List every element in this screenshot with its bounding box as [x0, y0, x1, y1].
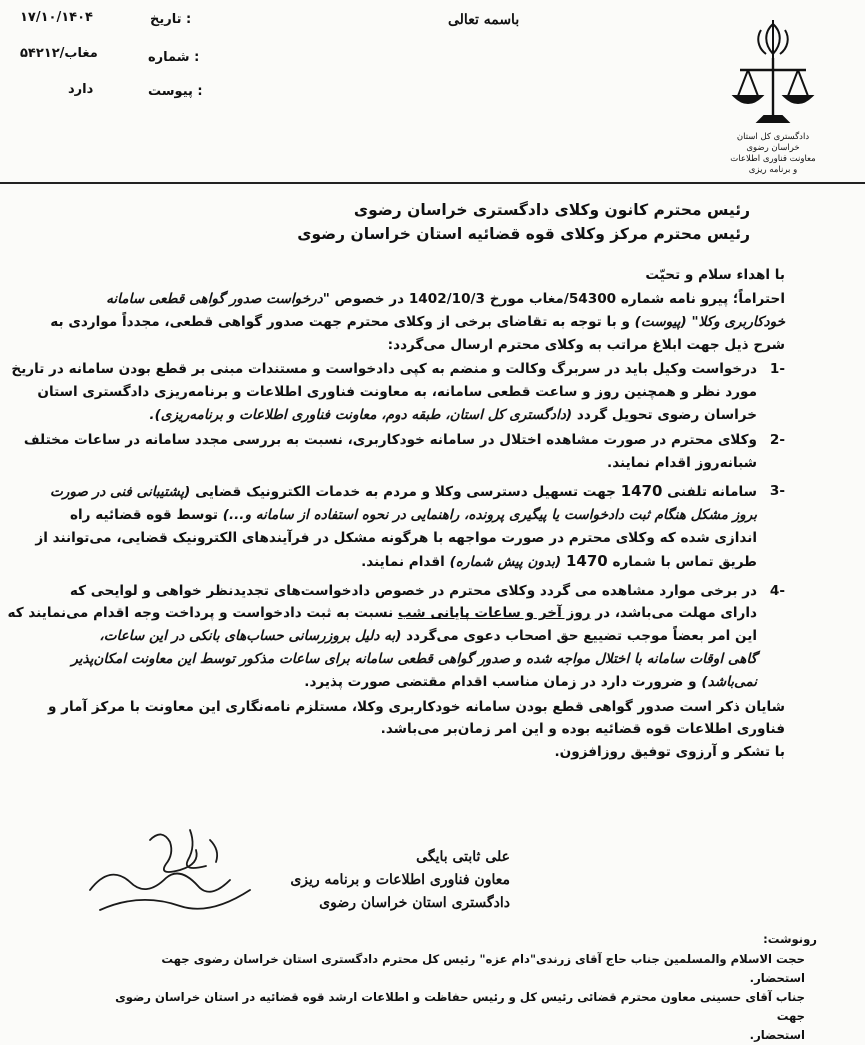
item-text: دارای مهلت می‌باشد، در: [590, 605, 757, 622]
item-text: اندازی شده که وکلای محترم در صورت مواجهه با هرگونه مشکل در فرآیندهای الکترونیک قضایی، می‌توانند از: [35, 529, 757, 546]
number-label: شماره :: [148, 50, 200, 65]
date-value: ۱۷/۱۰/۱۴۰۴: [20, 10, 93, 25]
header-divider: [0, 182, 865, 184]
intro-attachment-note: (پیوست): [634, 313, 692, 330]
intro-line-2: [5, 311, 785, 334]
signer-name: علی ثابتی بایگی: [416, 849, 510, 865]
intro-text-2: و با توجه به تقاضای برخی از وکلای محترم جهت صدور گواهی قطعی، مجدداً مواردی به: [50, 313, 635, 330]
item-number: -2: [769, 431, 785, 448]
judiciary-emblem: [728, 18, 818, 175]
org-name: [728, 132, 818, 176]
item-text: اقدام نمایند.: [361, 553, 450, 570]
item-number: -3: [769, 483, 785, 500]
recipient-1: رئیس محترم کانون وکلای دادگستری خراسان رضوی: [353, 201, 750, 219]
item-text: شبانه‌روز اقدام نمایند.: [607, 454, 757, 471]
org-line-1: دادگستری کل استان خراسان رضوی: [736, 132, 810, 153]
item-text: درخواست وکیل باید در سربرگ وکالت و منضم به کپی دادخواست و مستندات مبنی بر قطع بودن سامانه در تاریخ: [11, 361, 757, 378]
item-note: (بدون پیش شماره): [449, 553, 566, 570]
item-text: سامانه تلفنی: [662, 484, 757, 501]
closing-line: با تشکر و آرزوی توفیق روزافزون.: [554, 744, 785, 761]
intro-subject: "درخواست صدور گواهی قطعی سامانه: [106, 291, 330, 307]
handwritten-signature: [70, 820, 270, 930]
item-note: بروز مشکل هنگام ثبت دادخواست یا پیگیری پرونده، راهنمایی در نحوه استفاده از سامانه و...): [222, 507, 757, 524]
attachment-value: دارد: [68, 82, 94, 97]
intro-subject-end: خودکاربری وکلا": [691, 313, 785, 330]
phone-number: 1470: [620, 482, 663, 501]
item-text: جهت تسهیل دسترسی وکلا و مردم به خدمات الکترونیک قضایی: [190, 484, 621, 501]
item-note: (به دلیل بروزرسانی حساب‌های بانکی در این ساعات،: [99, 628, 402, 645]
signer-title: معاون فناوری اطلاعات و برنامه ریزی: [290, 872, 510, 888]
invocation-heading: باسمه تعالی: [448, 12, 520, 28]
item-note: (دادگستری کل استان، طبقه دوم، معاونت فناوری اطلاعات و برنامه‌ریزی).: [149, 406, 573, 423]
signer-org: دادگستری استان خراسان رضوی: [319, 895, 510, 911]
list-item: [5, 358, 785, 426]
greeting: با اهداء سلام و تحیّت: [645, 267, 785, 283]
cc-line: حجت الاسلام والمسلمین جناب حاج آقای زرندی"دام عزه" رئیس کل محترم دادگستری استان خراسان رضوی جهت استحضار.: [161, 952, 805, 985]
item-text: خراسان رضوی تحویل گردد: [572, 406, 757, 423]
intro-line-1: [5, 288, 785, 311]
list-item: [5, 480, 785, 573]
recipient-2: رئیس محترم مرکز وکلای قوه قضائیه استان خراسان رضوی: [297, 225, 750, 243]
item-note: گاهی اوقات سامانه با اختلال مواجه شده و صدور گواهی قطعی سامانه برای ساعات مذکور توسط این معاونت امکان‌پذیر: [71, 650, 757, 667]
org-line-2: معاونت فناوری اطلاعات و برنامه ریزی: [730, 154, 816, 175]
attachment-label: پیوست :: [148, 84, 203, 99]
list-item: [5, 429, 785, 475]
item-text: این امر بعضاً موجب تضییع حق اصحاب دعوی می‌گردد: [401, 628, 757, 645]
item-note: (پشتیبانی فنی در صورت: [49, 484, 191, 501]
date-label: تاریخ :: [150, 12, 192, 27]
list-item: [5, 580, 785, 694]
item-text: نسبت به ثبت دادخواست و پرداخت وجه اقدام می‌نمایند که: [7, 605, 398, 622]
letter-body: [5, 288, 785, 764]
intro-text: احتراماً؛ پیرو نامه شماره 54300/مغاب مورخ 1402/10/3 در خصوص: [329, 291, 785, 307]
item-text: و ضرورت دارد در زمان مناسب اقدام مقتضی صورت پذیرد.: [304, 673, 702, 690]
phone-number: 1470: [565, 551, 608, 570]
cc-block: [105, 950, 805, 1045]
item-note: نمی‌باشد): [701, 673, 757, 690]
cc-label: رونوشت:: [763, 932, 817, 946]
item-number: -4: [769, 582, 785, 599]
recipients: [150, 198, 750, 246]
item-number: -1: [769, 361, 785, 378]
signature-block: [280, 846, 510, 915]
intro-line-3: شرح ذیل جهت ابلاغ مراتب به وکلای محترم ارسال می‌گردد:: [387, 336, 785, 353]
closing-line: شایان ذکر است صدور گواهی قطع بودن سامانه خودکاربری وکلا، مستلزم نامه‌نگاری این معاونت با مرکز آمار و: [47, 698, 785, 715]
item-text: طریق تماس با شماره: [607, 553, 757, 570]
closing: [5, 696, 785, 764]
scales-of-justice-icon: [728, 18, 818, 126]
number-value: ۵۴۲۱۲/مغاب: [20, 46, 98, 61]
cc-line: استحضار.: [749, 1028, 805, 1042]
item-text: مورد نظر و همچنین روز و ساعت قطعی سامانه، به معاونت فناوری اطلاعات و برنامه‌ریزی دادگستری استان: [37, 384, 757, 401]
cc-line: جناب آقای حسینی معاون محترم قضائی رئیس کل و رئیس حفاظت و اطلاعات ارشد قوه قضائیه در استان خراسان رضوی جهت: [115, 990, 805, 1023]
closing-line: فناوری اطلاعات قوه قضائیه بوده و این امر زمان‌بر می‌باشد.: [380, 721, 785, 738]
item-text: در برخی موارد مشاهده می گردد وکلای محترم در خصوص دادخواست‌های تجدیدنظر خواهی و لوایحی که: [69, 582, 757, 599]
item-text: وکلای محترم در صورت مشاهده اختلال در سامانه خودکاربری، نسبت به بررسی مجدد سامانه در ساعات مختلف: [23, 431, 757, 448]
item-text: توسط قوه قضائیه راه: [69, 507, 223, 524]
item-underlined: روز آخر و ساعات پایانی شب: [397, 605, 591, 622]
